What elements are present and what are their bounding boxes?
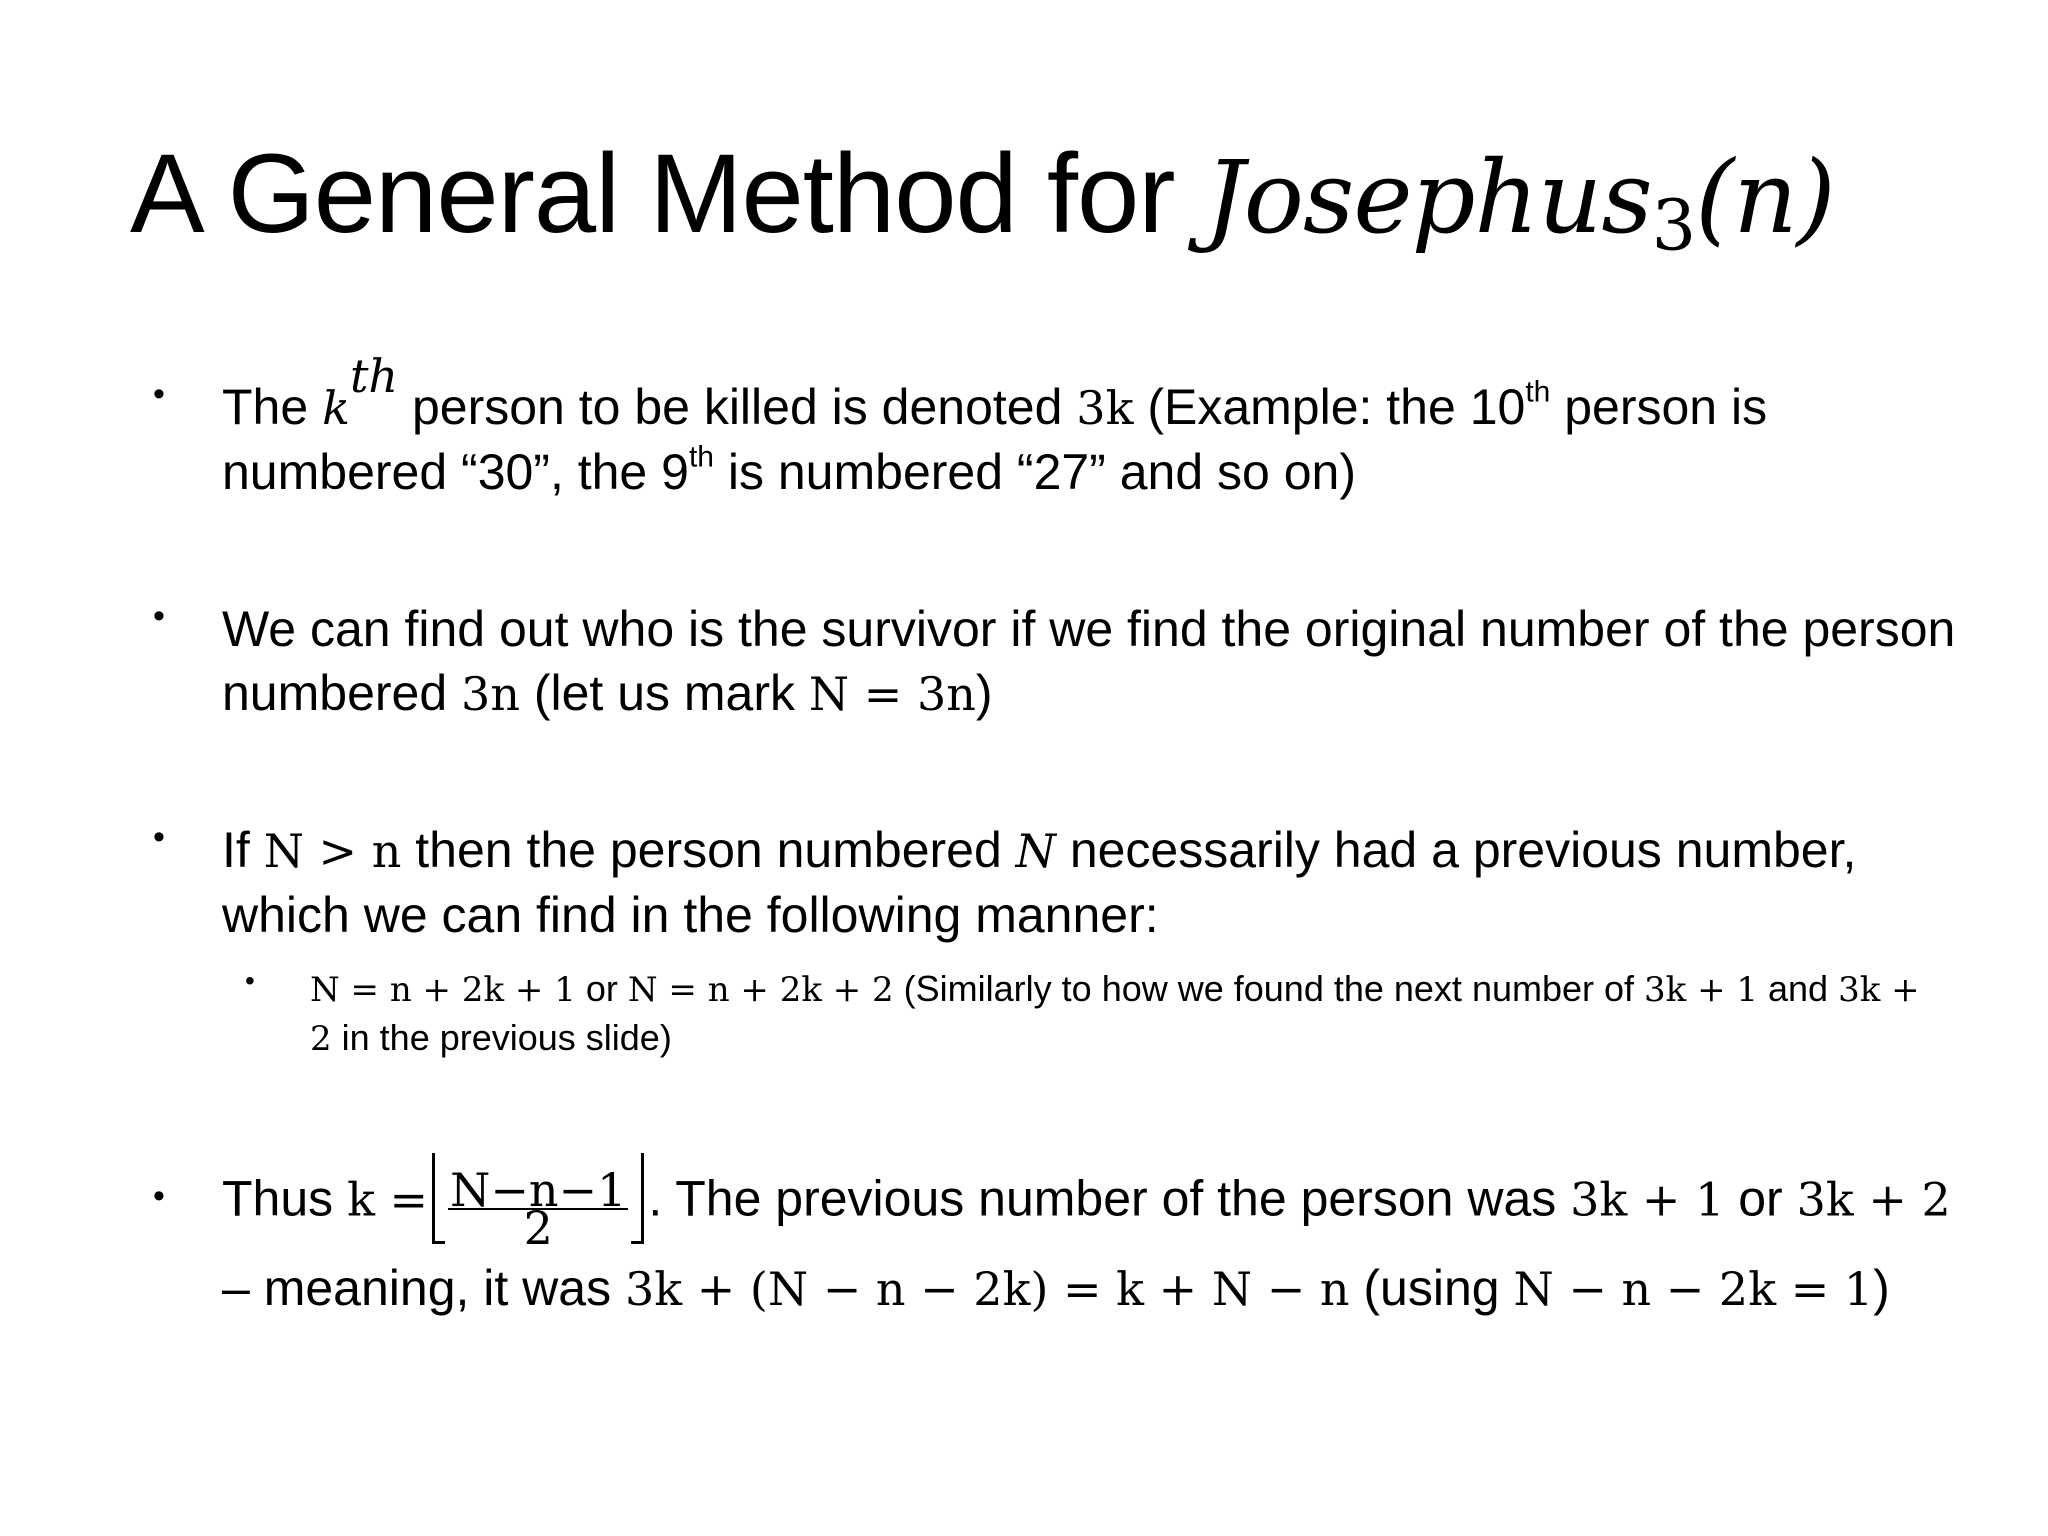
bullet-1-math-k: k (322, 381, 350, 435)
bullet-2-math-n-equals: N = 3n (808, 667, 976, 721)
bullet-dot: • (153, 375, 165, 413)
slide-title (130, 130, 1835, 267)
bullet-3-math-n: N (1015, 824, 1056, 878)
bullet-text (222, 348, 1962, 504)
bullet-4-part-4: – meaning, it was (222, 1260, 625, 1316)
sub-bullet-part-1: or (575, 968, 628, 1009)
sub-bullet-part-3: and (1758, 968, 1839, 1009)
bullet-4-part-5: (using (1349, 1260, 1514, 1316)
bullet-1-part-2: person to be killed is denoted (398, 379, 1077, 435)
bullet-2-part-3: ) (975, 665, 993, 721)
bullet-1-part-5: is numbered “27” and so on) (713, 444, 1357, 500)
bullet-dot: • (153, 818, 165, 856)
bullet-3-math-n-gt-n: N > n (263, 824, 402, 878)
bullet-3-part-3: necessarily had a previous number, which we can find in the following manner: (222, 822, 1857, 943)
bullet-2-part-2: (let us mark (519, 665, 809, 721)
bullet-text (222, 597, 1962, 726)
bullet-dot: • (153, 1177, 165, 1215)
bullet-4-math-2: 3k + 1 (1570, 1172, 1725, 1227)
fraction-numerator: N−n−1 (450, 1163, 627, 1217)
bullet-text (222, 818, 1962, 947)
bullet-text (222, 1155, 1962, 1327)
bullet-4-math-3: 3k + 2 (1796, 1172, 1951, 1227)
bullet-2-part-1: We can find out who is the survivor if we find the original number of the person numbered (222, 601, 1956, 721)
bullet-3-part-1: If (222, 822, 264, 878)
sub-bullet-math-2: N = n + 2k + 2 (627, 970, 894, 1010)
sub-bullet-part-2: (Similarly to how we found the next number of (893, 968, 1645, 1009)
bullet-1-math-th: th (349, 348, 399, 403)
bullet-1-ordinal-1: th (1525, 375, 1551, 409)
bullet-4-math-k-equals: k = (347, 1172, 429, 1227)
sub-bullet-math-1: N = n + 2k + 1 (310, 970, 576, 1010)
sub-bullet-dot: • (245, 965, 255, 996)
fraction (448, 1163, 628, 1255)
bullet-1-math-3k: 3k (1076, 381, 1134, 435)
bullet-4-part-1: Thus (222, 1170, 348, 1227)
bullet-dot: • (153, 597, 165, 635)
bullet-4-part-3: or (1724, 1170, 1797, 1227)
bullet-1-part-1: The (222, 379, 323, 435)
floor-bracket (432, 1151, 644, 1255)
bullet-2-math-3n: 3n (461, 667, 520, 721)
bullet-1-part-3: (Example: the 10 (1133, 379, 1526, 435)
sub-bullet-text (310, 965, 1950, 1063)
sub-bullet-math-3: 3k + 1 (1644, 970, 1759, 1010)
fraction-denominator: 2 (523, 1201, 553, 1255)
title-math-argument: (n) (1695, 139, 1835, 256)
title-text: A General Method for (130, 131, 1205, 256)
bullet-4-part-6: ) (1873, 1260, 1890, 1316)
bullet-1-part-4: person is numbered “30”, the 9 (222, 379, 1768, 500)
bullet-4-part-2: . The previous number of the person was (648, 1170, 1571, 1227)
sub-bullet-math-4: 3k + 2 (310, 970, 1920, 1059)
title-math-subscript: 3 (1651, 184, 1696, 267)
bullet-4-math-4: 3k + (N − n − 2k) = k + N − n (624, 1262, 1350, 1316)
sub-bullet-part-4: in the previous slide) (331, 1017, 672, 1058)
title-math-josephus: Josephus (1204, 139, 1652, 256)
bullet-1-ordinal-2: th (688, 440, 714, 474)
bullet-3-part-2: then the person numbered (401, 822, 1016, 878)
bullet-4-math-5: N − n − 2k = 1 (1513, 1262, 1874, 1316)
